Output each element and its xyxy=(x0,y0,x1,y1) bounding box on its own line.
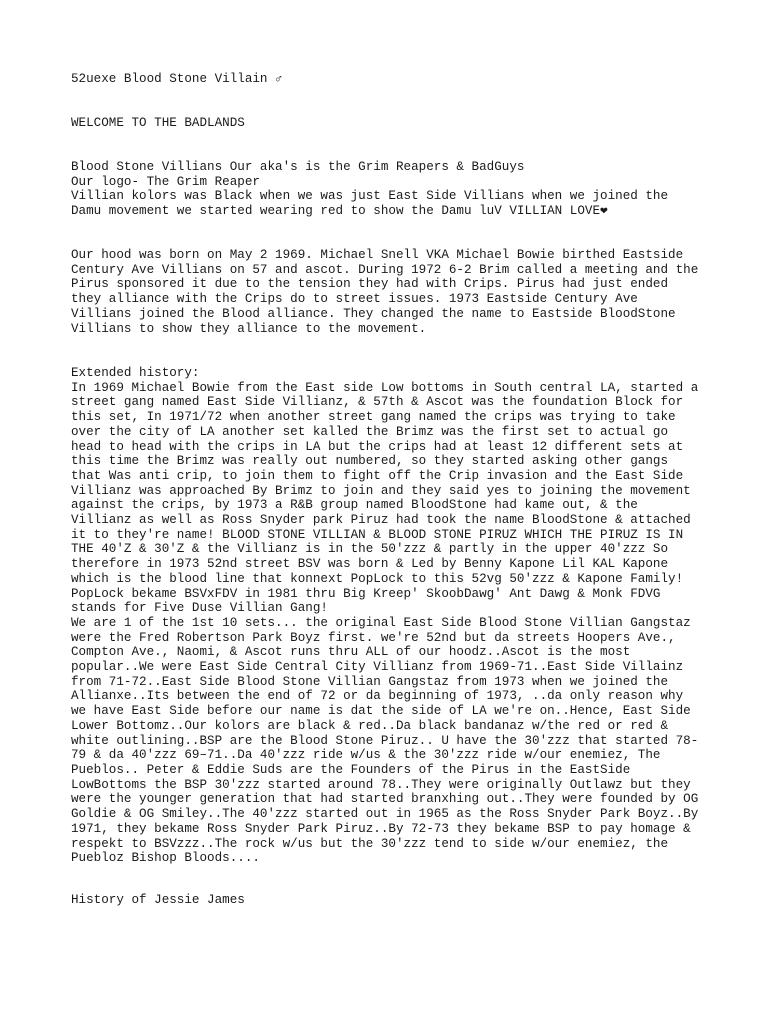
document-page xyxy=(71,72,711,907)
hood-born-paragraph: Our hood was born on May 2 1969. Michael Snell VKA Michael Bowie birthed Eastside Century Ave Villians on 57 and ascot. During 1972 6-2 Brim called a meeting and the Pirus sponsored it due to the tension they had with Crips. Pirus had just ended they alliance with the Crips do to street issues. 1973 Eastside Century Ave Villians joined the Blood alliance. They changed the name to Eastside BloodStone Villians to show they alliance to the movement. xyxy=(71,248,699,336)
welcome-heading: WELCOME TO THE BADLANDS xyxy=(71,116,245,130)
document-title: 52uexe Blood Stone Villain ♂ xyxy=(71,72,283,86)
extended-history-paragraph: Extended history: In 1969 Michael Bowie from the East side Low bottoms in South central LA, started a street gang named East Side Villianz, & 57th & Ascot was the foundation Block for this set, In 1971/72 when another street gang named the crips was trying to take over the city of LA another set kalled the Brimz was the first set to actual go head to head with the crips in LA but the crips had at least 12 different sets at this time the Brimz was really out numbered, so they started asking other gangs that Was anti crip, to join them to fight off the Crip invasion and the East Side Villianz was approached By Brimz to join and they said yes to joining the movement against the crips, by 1973 a R&B group named BloodStone had kame out, & the Villianz as well as Ross Snyder park Piruz had took the name BloodStone & attached it to they're name! BLOOD STONE VILLIAN & BLOOD STONE PIRUZ WHICH THE PIRUZ IS IN THE 40'Z & 30'Z & the Villianz is in the 50'zzz & partly in the upper 40'zzz So therefore in 1973 52nd street BSV was born & Led by Benny Kapone Lil KAL Kapone which is the blood line that konnext PopLock to this 52vg 50'zzz & Kapone Family! PopLock bekame BSVxFDV in 1981 thru Big Kreep' SkoobDawg' Ant Dawg & Monk FDVG stands for Five Duse Villian Gang! We are 1 of the 1st 10 sets... the original East Side Blood Stone Villian Gangstaz were the Fred Robertson Park Boyz first. we're 52nd but da streets Hoopers Ave., Compton Ave., Naomi, & Ascot runs thru ALL of our hoodz..Ascot is the most popular..We were East Side Central City Villianz from 1969-71..East Side Villainz from 71-72..East Side Blood Stone Villian Gangstaz from 1973 when we joined the Allianxe..Its between the end of 72 or da beginning of 1973, ..da only reason why we have East Side before our name is dat the side of LA we're on..Hence, East Side Lower Bottomz..Our kolors are black & red..Da black bandanaz w/the red or red & white outlining..BSP are the Blood Stone Piruz.. U have the 30'zzz that started 78- 79 & da 40'zzz 69–71..Da 40'zzz ride w/us & the 30'zzz ride w/our enemiez, The Pueblos.. Peter & Eddie Suds are the Founders of the Pirus in the EastSide LowBottoms the BSP 30'zzz started around 78..They were originally Outlawz but they were the younger generation that had started branxhing out..They were founded by OG Goldie & OG Smiley..The 40'zzz started out in 1965 as the Ross Snyder Park Boyz..By 1971, they bekame Ross Snyder Park Piruz..By 72-73 they bekame BSP to pay homage & respekt to BSVzzz..The rock w/us but the 30'zzz tend to side w/our enemiez, the Puebloz Bishop Bloods.... xyxy=(71,366,699,866)
intro-paragraph: Blood Stone Villians Our aka's is the Grim Reapers & BadGuys Our logo- The Grim Reaper Villian kolors was Black when we was just East Side Villians when we joined the Damu movement we started wearing red to show the Damu luV VILLIAN LOVE❤ xyxy=(71,160,669,219)
jessie-james-heading: History of Jessie James xyxy=(71,893,245,907)
